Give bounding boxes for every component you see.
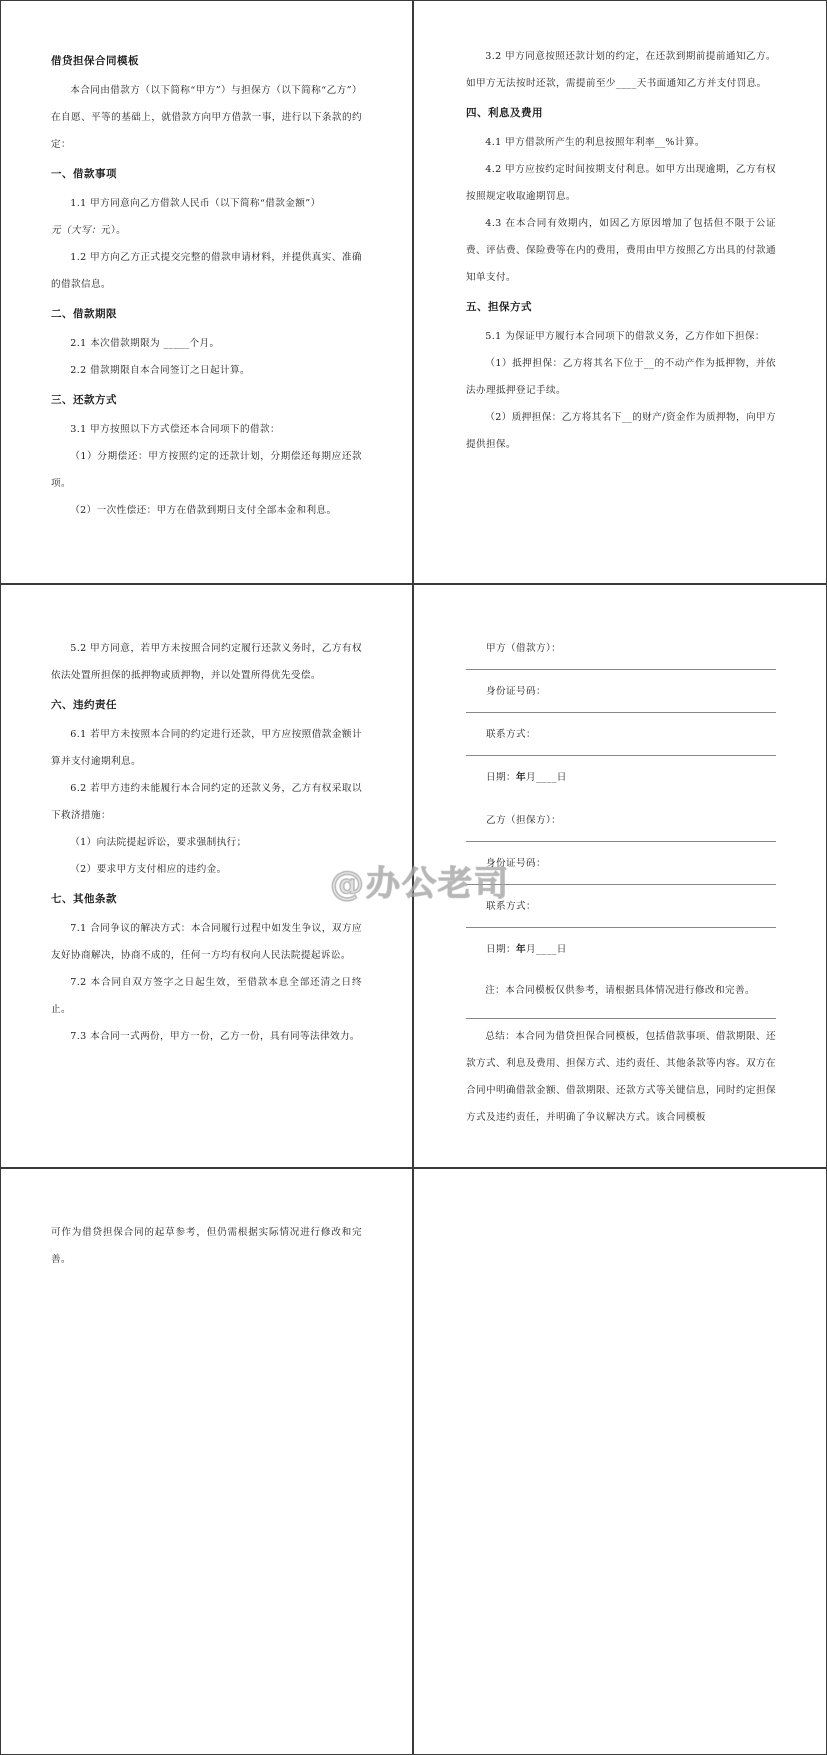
section-heading-guarantee: 五、担保方式 [466, 301, 532, 313]
section-heading-other-terms: 七、其他条款 [51, 893, 117, 905]
party-a-contact-row[interactable] [466, 713, 776, 756]
clause-7-2: 7.2 本合同自双方签字之日起生效，至借款本息全部还清之日终止。 [51, 977, 362, 1015]
page-content [51, 49, 362, 524]
party-a-contact-label: 联系方式： [486, 729, 536, 740]
clause-5-1-2: （2）质押担保：乙方将其名下__的财产/资金作为质押物，向甲方提供担保。 [466, 412, 776, 450]
signature-block [466, 627, 776, 1131]
clause-5-1: 5.1 为保证甲方履行本合同项下的借款义务，乙方作如下担保： [485, 331, 765, 342]
intro-paragraph: 本合同由借款方（以下简称“甲方”）与担保方（以下简称“乙方”）在自愿、平等的基础上，就借款方向甲方借款一事，进行以下条款的约定： [51, 85, 362, 150]
party-a-date-label [466, 772, 567, 783]
watermark-logo: @办公老司 [330, 864, 510, 904]
party-b-contact-row[interactable] [466, 885, 776, 928]
document-page-6-blank [413, 1168, 827, 1755]
party-a-signature-row[interactable] [466, 627, 776, 670]
clause-6-2-2: （2）要求甲方支付相应的违约金。 [70, 864, 227, 875]
clause-6-2: 6.2 若甲方违约未能履行本合同约定的还款义务，乙方有权采取以下救济措施： [51, 783, 362, 821]
clause-1-1-amount-end: 元）。 [100, 225, 127, 236]
party-b-date-label [466, 944, 567, 955]
party-b-signature-row[interactable] [466, 799, 776, 842]
document-page-2 [413, 0, 827, 584]
page-content [51, 635, 362, 1050]
date-prefix: 日期： [486, 772, 516, 783]
party-a-label: 甲方（借款方）： [486, 643, 562, 654]
section-heading-loan-matters: 一、借款事项 [51, 168, 117, 180]
clause-7-1: 7.1 合同争议的解决方式：本合同履行过程中如发生争议，双方应友好协商解决，协商不成的，任何一方均有权向人民法院提起诉讼。 [51, 923, 362, 961]
party-b-label: 乙方（担保方）： [486, 815, 562, 826]
party-b-id-row[interactable] [466, 842, 776, 885]
party-a-date-row[interactable] [466, 756, 776, 799]
clause-2-2: 2.2 借款期限自本合同签订之日起计算。 [70, 365, 250, 376]
page-content [466, 43, 776, 458]
clause-4-3: 4.3 在本合同有效期内，如因乙方原因增加了包括但不限于公证费、评估费、保险费等在内的费用，费用由甲方按照乙方出具的付款通知单支付。 [466, 218, 776, 283]
clause-1-1 [51, 190, 362, 244]
date-rest: 月____日 [525, 944, 567, 955]
clause-2-1: 2.1 本次借款期限为 _____个月。 [70, 338, 220, 349]
clause-1-2: 1.2 甲方向乙方正式提交完整的借款申请材料，并提供真实、准确的借款信息。 [51, 252, 362, 290]
clause-6-2-1: （1）向法院提起诉讼，要求强制执行； [70, 837, 247, 848]
document-page-5 [0, 1168, 413, 1755]
clause-6-1: 6.1 若甲方未按照本合同的约定进行还款，甲方应按照借款金额计算并支付逾期利息。 [51, 729, 362, 767]
date-prefix: 日期： [486, 944, 516, 955]
page-content [51, 1219, 362, 1273]
date-year: 年 [515, 772, 526, 783]
party-b-contact-label: 联系方式： [486, 901, 536, 912]
party-a-id-row[interactable] [466, 670, 776, 713]
summary-continuation: 可作为借贷担保合同的起草参考，但仍需根据实际情况进行修改和完善。 [51, 1227, 362, 1265]
template-note: 注：本合同模板仅供参考，请根据具体情况进行修改和完善。 [485, 985, 756, 996]
party-b-id-label: 身份证号码： [486, 858, 546, 869]
clause-5-1-1: （1）抵押担保：乙方将其名下位于__的不动产作为抵押物，并依法办理抵押登记手续。 [466, 358, 776, 396]
section-heading-interest: 四、利息及费用 [466, 107, 543, 119]
clause-3-1-2: （2）一次性偿还：甲方在借款到期日支付全部本金和利息。 [70, 505, 337, 516]
party-a-id-label: 身份证号码： [486, 686, 546, 697]
clause-3-1: 3.1 甲方按照以下方式偿还本合同项下的借款： [70, 424, 280, 435]
date-year: 年 [515, 944, 526, 955]
summary-paragraph: 总结：本合同为借贷担保合同模板，包括借款事项、借款期限、还款方式、利息及费用、担保方式、违约责任、其他条款等内容。双方在合同中明确借款金额、借款期限、还款方式等关键信息，同时约定担保方式及违约责任，并明确了争议解决方式。该合同模板 [466, 1031, 776, 1123]
section-heading-loan-term: 二、借款期限 [51, 308, 117, 320]
clause-4-1: 4.1 甲方借款所产生的利息按照年利率__%计算。 [485, 137, 705, 148]
clause-1-1-amount-label: 元（大写： [51, 225, 101, 236]
clause-4-2: 4.2 甲方应按约定时间按期支付利息。如甲方出现逾期，乙方有权按照规定收取逾期罚息。 [466, 164, 776, 202]
date-rest: 月____日 [525, 772, 567, 783]
section-heading-liability: 六、违约责任 [51, 699, 117, 711]
party-b-date-row[interactable] [466, 928, 776, 971]
clause-3-1-1: （1）分期偿还：甲方按照约定的还款计划，分期偿还每期应还款项。 [51, 451, 362, 489]
summary-divider [466, 1018, 776, 1131]
document-page-1 [0, 0, 413, 584]
section-heading-repayment: 三、还款方式 [51, 394, 117, 406]
clause-1-1-text: 1.1 甲方同意向乙方借款人民币（以下简称“借款金额”） [70, 198, 321, 209]
document-title: 借贷担保合同模板 [51, 55, 139, 67]
clause-3-2: 3.2 甲方同意按照还款计划的约定，在还款到期前提前通知乙方。如甲方无法按时还款，需提前至少____天书面通知乙方并支付罚息。 [466, 51, 776, 89]
clause-7-3: 7.3 本合同一式两份，甲方一份，乙方一份，具有同等法律效力。 [70, 1031, 360, 1042]
clause-5-2: 5.2 甲方同意，若甲方未按照合同约定履行还款义务时，乙方有权依法处置所担保的抵押物或质押物，并以处置所得优先受偿。 [51, 643, 362, 681]
